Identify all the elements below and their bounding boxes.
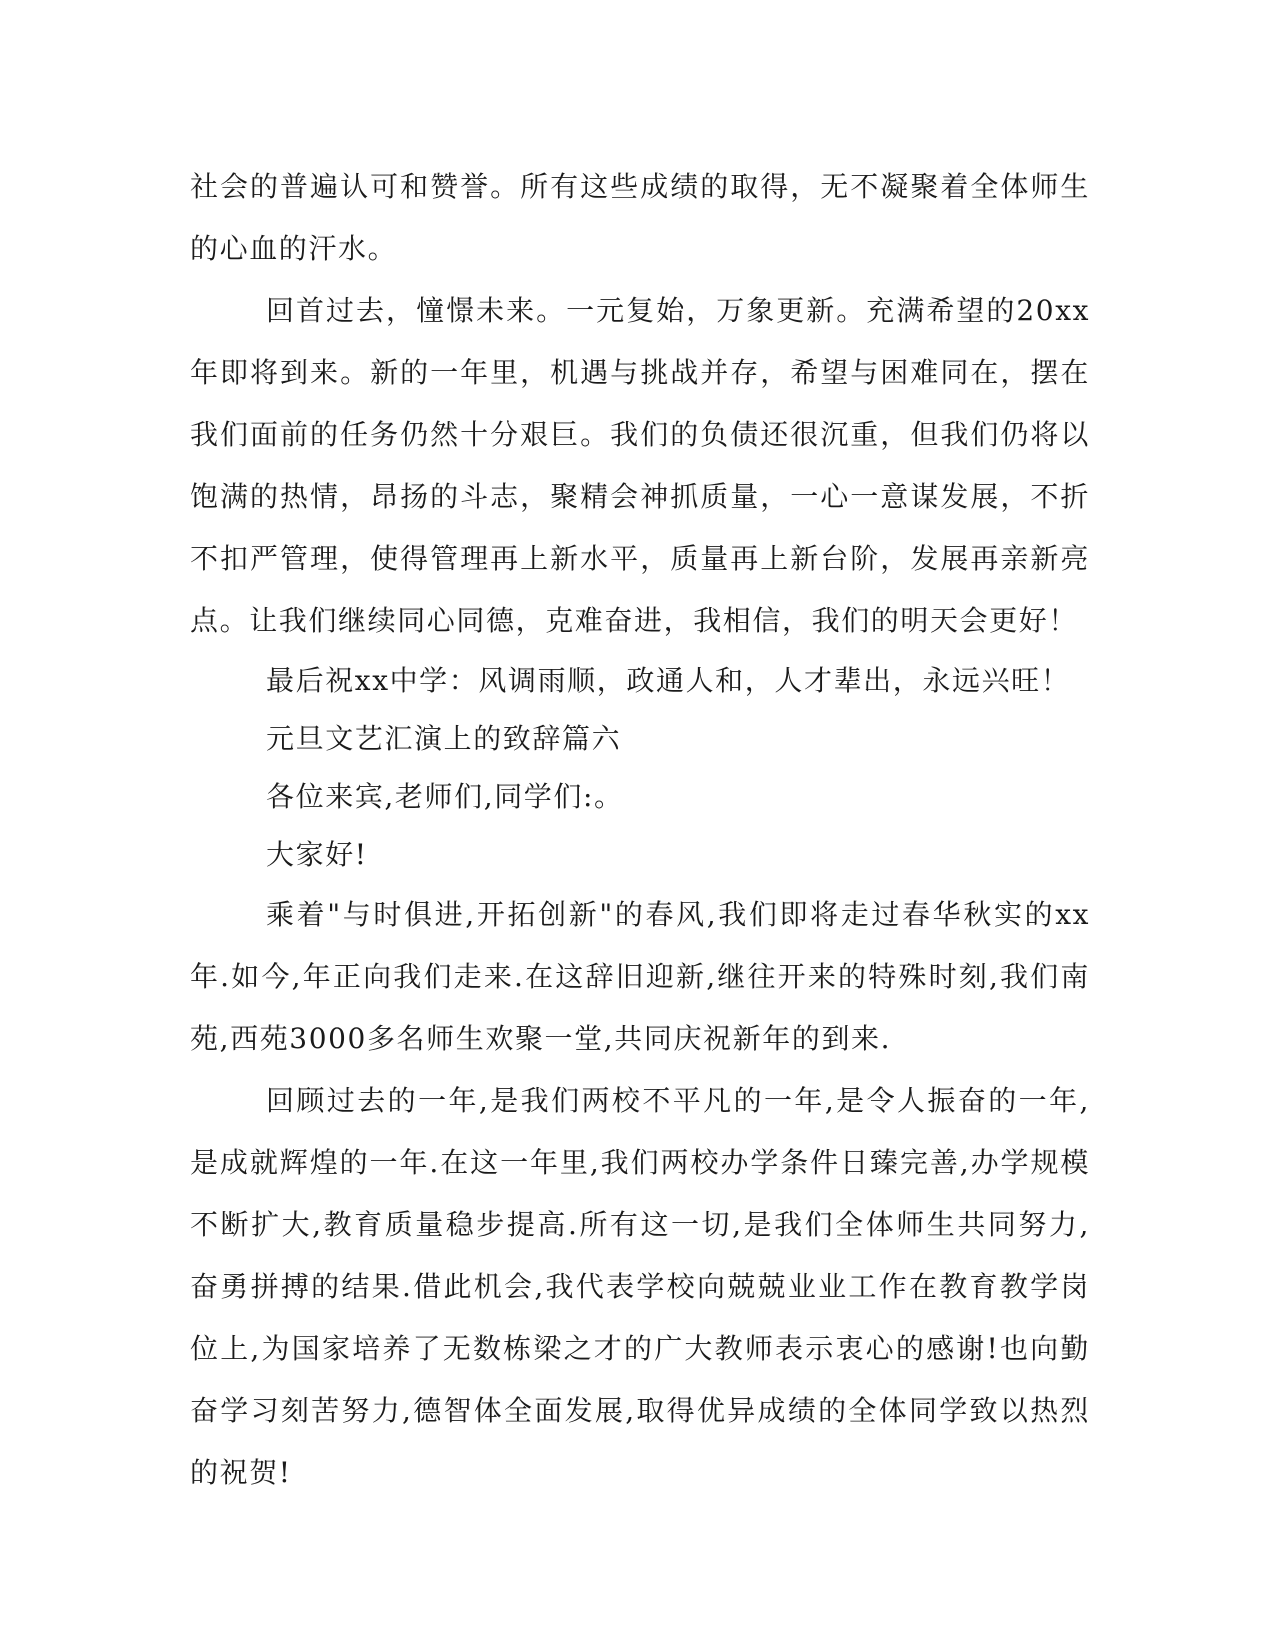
paragraph-looking-forward: 回首过去，憧憬未来。一元复始，万象更新。充满希望的20xx年即将到来。新的一年里，机遇与挑战并存，希望与困难同在，摆在我们面前的任务仍然十分艰巨。我们的负债还很沉重，但我们仍将以饱满的热情，昂扬的斗志，聚精会神抓质量，一心一意谋发展，不折不扣严管理，使得管理再上新水平，质量再上新台阶，发展再亲新亮点。让我们继续同心同德，克难奋进，我相信，我们的明天会更好！ — [190, 294, 1090, 637]
paragraph-best-wishes: 最后祝xx中学：风调雨顺，政通人和，人才辈出，永远兴旺！ — [266, 664, 1071, 697]
salutation: 各位来宾,老师们,同学们:。 — [266, 780, 624, 813]
paragraph-achievements-tail: 社会的普遍认可和赞誉。所有这些成绩的取得，无不凝聚着全体师生的心血的汗水。 — [190, 170, 1090, 265]
paragraph-review: 回顾过去的一年,是我们两校不平凡的一年,是令人振奋的一年,是成就辉煌的一年.在这一年里,我们两校办学条件日臻完善,办学规模不断扩大,教育质量稳步提高.所有这一切,是我们全体师生共同努力,奋勇拼搏的结果.借此机会,我代表学校向兢兢业业工作在教育教学岗位上,为国家培养了无数栋梁之才的广大教师表示衷心的感谢!也向勤奋学习刻苦努力,德智体全面发展,取得优异成绩的全体同学致以热烈的祝贺! — [190, 1084, 1090, 1489]
document-body — [190, 156, 1090, 1504]
greeting: 大家好! — [266, 838, 368, 871]
section-heading: 元旦文艺汇演上的致辞篇六 — [266, 722, 622, 755]
paragraph-new-year: 乘着"与时俱进,开拓创新"的春风,我们即将走过春华秋实的xx年.如今,年正向我们走来.在这辞旧迎新,继往开来的特殊时刻,我们南苑,西苑3000多名师生欢聚一堂,共同庆祝新年的到来. — [190, 898, 1090, 1055]
